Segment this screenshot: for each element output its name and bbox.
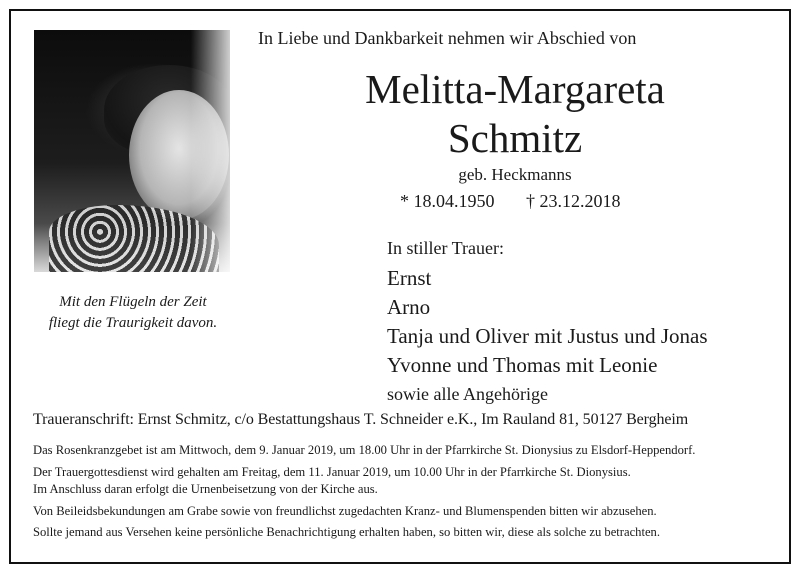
quote-line: Mit den Flügeln der Zeit [59,294,207,310]
mourner-name: Tanja und Oliver mit Justus und Jonas [387,324,708,348]
note-rosary: Das Rosenkranzgebet ist am Mittwoch, dem 9. Januar 2019, um 18.00 Uhr in der Pfarrkirche St. Dionysius zu Elsdorf-Heppendorf. [33,443,696,457]
mourners-intro: In stiller Trauer: [387,238,504,258]
note-urn-burial: Im Anschluss daran erfolgt die Urnenbeisetzung von der Kirche aus. [33,482,378,496]
mourner-name: Ernst [387,266,432,290]
intro-text: In Liebe und Dankbarkeit nehmen wir Abschied von [258,28,637,48]
mourner-name: Arno [387,295,431,319]
service-notes [33,442,695,542]
note-funeral-service: Der Trauergottesdienst wird gehalten am Freitag, dem 11. Januar 2019, um 10.00 Uhr in der Pfarrkirche St. Dionysius. [33,464,631,479]
memorial-quote [20,292,246,334]
mourners-others: sowie alle Angehörige [387,384,548,404]
birth-date: * 18.04.1950 [400,191,495,211]
mourning-address: Traueranschrift: Ernst Schmitz, c/o Bestattungshaus T. Schneider e.K., Im Rauland 81, 50127 Bergheim [33,411,689,428]
death-date: † 23.12.2018 [526,191,621,211]
quote-line: fliegt die Traurigkeit davon. [48,315,218,331]
portrait-photo [34,30,230,272]
note-notification: Sollte jemand aus Versehen keine persönliche Benachrichtigung erhalten haben, so bitten wir, diese als solche zu betrachten. [33,525,660,539]
mourner-name: Yvonne und Thomas mit Leonie [387,353,658,377]
note-condolences: Von Beileidsbekundungen am Grabe sowie von freundlichst zugedachten Kranz- und Blumenspenden bitten wir abzusehen. [33,503,657,518]
portrait-face [129,90,229,220]
deceased-last-name: Schmitz [447,115,583,161]
deceased-first-name: Melitta-Margareta [365,66,665,112]
mourners-list [387,234,708,408]
birth-name: geb. Heckmanns [458,165,572,184]
